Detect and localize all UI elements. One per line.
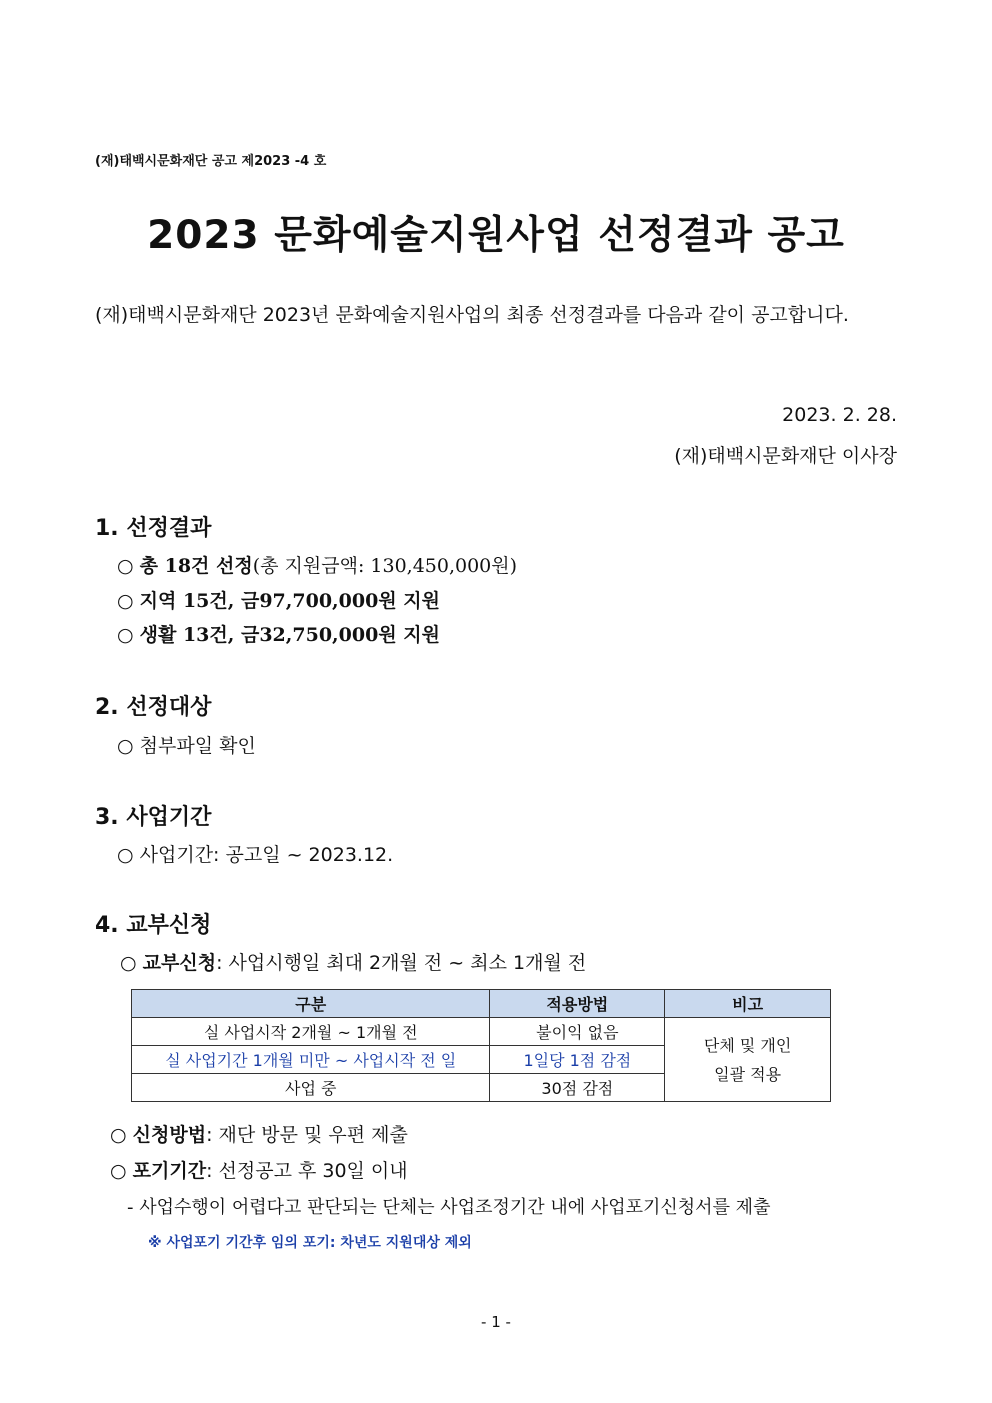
section-1-item-living — [117, 620, 440, 647]
section-2-item — [117, 731, 256, 758]
bullet-circle: ○ — [117, 735, 134, 757]
remark-line-2: 일괄 적용 — [714, 1064, 782, 1084]
section-4-heading: 4. 교부신청 — [95, 913, 212, 938]
item-strong: 포기기간 — [132, 1160, 207, 1182]
announcement-date: 2023. 2. 28. — [782, 404, 897, 426]
table-header-category: 구분 — [132, 990, 490, 1018]
notice-number: (재)태백시문화재단 공고 제2023 -4 호 — [95, 154, 327, 169]
bullet-circle: ○ — [110, 1124, 127, 1146]
page-number: - 1 - — [481, 1313, 511, 1331]
item-text: : 사업시행일 최대 2개월 전 ~ 최소 1개월 전 — [216, 952, 587, 974]
section-4-giveup — [110, 1156, 408, 1183]
table-cell-category: 실 사업기간 1개월 미만 ~ 사업시작 전 일 — [132, 1046, 490, 1074]
intro-paragraph: (재)태백시문화재단 2023년 문화예술지원사업의 최종 선정결과를 다음과 같이 공고합니다. — [95, 304, 849, 326]
item-text: : 선정공고 후 30일 이내 — [206, 1160, 408, 1182]
bullet-circle: ○ — [110, 1160, 127, 1182]
item-text: 사업기간: 공고일 ~ 2023.12. — [139, 844, 394, 866]
section-4-request — [120, 948, 586, 975]
item-strong: 생활 13건, 금32,750,000원 지원 — [139, 624, 441, 646]
bullet-circle: ○ — [120, 952, 137, 974]
table-cell-category: 사업 중 — [132, 1074, 490, 1102]
table-cell-method: 1일당 1점 감점 — [490, 1046, 665, 1074]
bullet-circle: ○ — [117, 624, 134, 646]
section-3-item — [117, 840, 393, 867]
item-text: (총 지원금액: 130,450,000원) — [252, 555, 518, 577]
table-cell-method: 불이익 없음 — [490, 1018, 665, 1046]
document-title: 2023 문화예술지원사업 선정결과 공고 — [147, 213, 845, 258]
item-text: : 재단 방문 및 우편 제출 — [206, 1124, 408, 1146]
table-row — [132, 1018, 831, 1046]
item-strong: 신청방법 — [132, 1124, 207, 1146]
remark-line-1: 단체 및 개인 — [703, 1035, 792, 1055]
section-3-heading: 3. 사업기간 — [95, 805, 212, 830]
item-strong: 총 18건 선정 — [139, 555, 253, 577]
giveup-note: ※ 사업포기 기간후 임의 포기: 차년도 지원대상 제외 — [148, 1235, 472, 1251]
section-2-heading: 2. 선정대상 — [95, 695, 212, 720]
bullet-circle: ○ — [117, 590, 134, 612]
section-4-method — [110, 1120, 408, 1147]
giveup-detail: - 사업수행이 어렵다고 판단되는 단체는 사업조정기간 내에 사업포기신청서를 제출 — [127, 1197, 771, 1218]
table-cell-method: 30점 감점 — [490, 1074, 665, 1102]
table-header-remark: 비고 — [665, 990, 831, 1018]
table-header-method: 적용방법 — [490, 990, 665, 1018]
penalty-table — [131, 989, 831, 1102]
table-cell-category: 실 사업시작 2개월 ~ 1개월 전 — [132, 1018, 490, 1046]
issuer: (재)태백시문화재단 이사장 — [674, 445, 897, 467]
bullet-circle: ○ — [117, 555, 134, 577]
item-text: 첨부파일 확인 — [139, 735, 256, 757]
table-header-row — [132, 990, 831, 1018]
section-1-heading: 1. 선정결과 — [95, 516, 212, 541]
item-strong: 교부신청 — [142, 952, 217, 974]
section-1-item-total — [117, 551, 517, 578]
table-cell-remark — [665, 1018, 831, 1102]
section-1-item-regional — [117, 586, 440, 613]
item-strong: 지역 15건, 금97,700,000원 지원 — [139, 590, 441, 612]
bullet-circle: ○ — [117, 844, 134, 866]
